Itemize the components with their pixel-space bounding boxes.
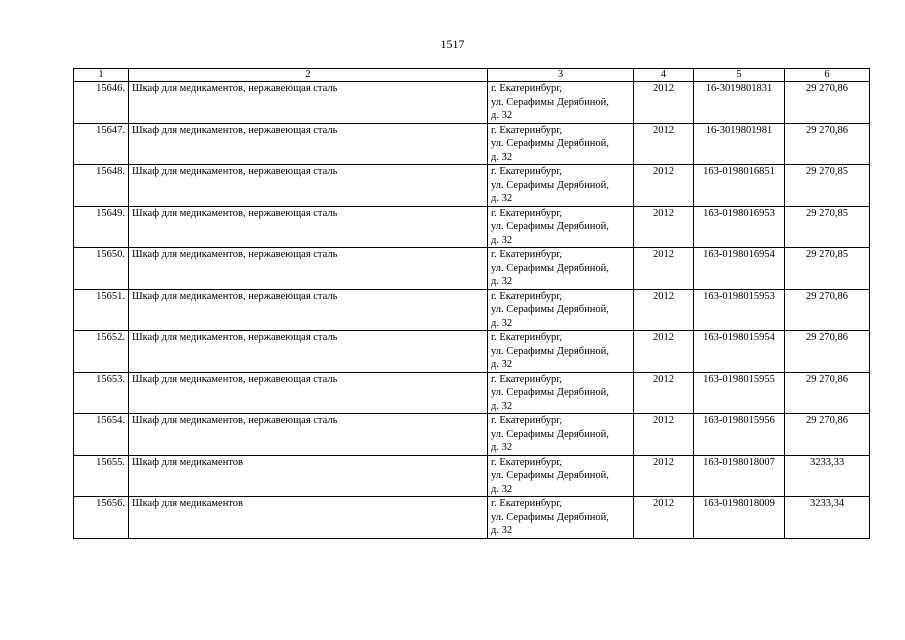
- item-year-text: 2012: [653, 415, 674, 426]
- item-name: [129, 206, 488, 248]
- item-address-text: ул. Серафимы Дерябиной,: [491, 221, 609, 232]
- inventory-number-text: 16-3019801831: [705, 83, 773, 94]
- inventory-number-text: 163-0198015954: [703, 332, 775, 343]
- item-address-text: ул. Серафимы Дерябиной,: [491, 304, 609, 315]
- inventory-number-text: 163-0198016954: [703, 249, 775, 260]
- item-address-text: г. Екатеринбург,: [491, 456, 563, 468]
- row-number: [74, 123, 129, 165]
- item-price: [785, 414, 870, 456]
- row-number: [74, 372, 129, 414]
- item-price-text: 29 270,86: [806, 332, 848, 343]
- item-address-text: д. 32: [491, 276, 513, 287]
- item-year-text: 2012: [653, 166, 674, 177]
- item-name-text: Шкаф для медикаментов, нержавеющая сталь: [132, 415, 338, 426]
- column-header: 1: [74, 69, 129, 82]
- item-address: [488, 165, 634, 207]
- item-address-text: д. 32: [491, 359, 513, 370]
- table-row: [74, 331, 870, 373]
- item-name-text: Шкаф для медикаментов: [132, 456, 243, 468]
- row-number-text: 15654.: [96, 415, 125, 426]
- inventory-number-text: 163-0198016953: [703, 207, 775, 219]
- table-row: [74, 289, 870, 331]
- item-address-text: г. Екатеринбург,: [491, 124, 563, 136]
- item-address-text: ул. Серафимы Дерябиной,: [491, 179, 609, 191]
- table-row: [74, 123, 870, 165]
- item-address: [488, 455, 634, 497]
- item-price-text: 29 270,85: [806, 166, 848, 177]
- item-year: [634, 82, 694, 124]
- item-price-text: 29 270,86: [806, 373, 848, 385]
- item-price: [785, 206, 870, 248]
- item-price: [785, 289, 870, 331]
- row-number-text: 15647.: [96, 124, 125, 136]
- item-address-text: д. 32: [491, 110, 513, 121]
- item-address-text: д. 32: [491, 525, 513, 536]
- item-price: [785, 123, 870, 165]
- inventory-number-text: 16-3019801981: [705, 124, 773, 136]
- item-year: [634, 414, 694, 456]
- item-year-text: 2012: [653, 290, 674, 302]
- row-number: [74, 165, 129, 207]
- item-address: [488, 497, 634, 539]
- table-row: [74, 497, 870, 539]
- item-name-text: Шкаф для медикаментов, нержавеющая сталь: [132, 124, 338, 136]
- row-number: [74, 82, 129, 124]
- item-address-text: ул. Серафимы Дерябиной,: [491, 345, 609, 357]
- item-address-text: ул. Серафимы Дерябиной,: [491, 470, 609, 481]
- item-price-text: 29 270,85: [806, 207, 848, 219]
- item-year: [634, 331, 694, 373]
- column-header: 3: [488, 69, 634, 82]
- item-name-text: Шкаф для медикаментов, нержавеющая сталь: [132, 207, 338, 219]
- item-price: [785, 165, 870, 207]
- row-number: [74, 289, 129, 331]
- item-year: [634, 372, 694, 414]
- inventory-number: [694, 372, 785, 414]
- row-number-text: 15656.: [96, 498, 125, 509]
- item-price: [785, 455, 870, 497]
- item-year: [634, 455, 694, 497]
- item-price-text: 29 270,86: [806, 290, 848, 302]
- row-number-text: 15653.: [96, 373, 125, 385]
- table-row: [74, 414, 870, 456]
- item-name: [129, 82, 488, 124]
- item-address: [488, 206, 634, 248]
- inventory-number-text: 163-0198015956: [703, 415, 775, 426]
- row-number-text: 15655.: [96, 456, 125, 468]
- item-name: [129, 331, 488, 373]
- item-price: [785, 248, 870, 290]
- item-price: [785, 497, 870, 539]
- item-name: [129, 497, 488, 539]
- item-year: [634, 123, 694, 165]
- item-address-text: г. Екатеринбург,: [491, 498, 563, 509]
- inventory-number: [694, 331, 785, 373]
- item-address: [488, 123, 634, 165]
- item-year-text: 2012: [653, 332, 674, 343]
- item-address: [488, 248, 634, 290]
- header-row: [74, 69, 870, 82]
- item-price: [785, 372, 870, 414]
- row-number-text: 15648.: [96, 166, 125, 177]
- item-address-text: г. Екатеринбург,: [491, 290, 563, 302]
- item-price: [785, 82, 870, 124]
- item-name: [129, 289, 488, 331]
- item-address-text: д. 32: [491, 483, 513, 495]
- item-address-text: г. Екатеринбург,: [491, 207, 563, 219]
- row-number: [74, 497, 129, 539]
- item-address-text: ул. Серафимы Дерябиной,: [491, 262, 609, 274]
- item-address: [488, 414, 634, 456]
- item-address: [488, 289, 634, 331]
- item-year-text: 2012: [653, 124, 674, 136]
- inventory-number-text: 163-0198015955: [703, 373, 775, 385]
- row-number-text: 15651.: [96, 290, 125, 302]
- item-name: [129, 414, 488, 456]
- item-name-text: Шкаф для медикаментов, нержавеющая сталь: [132, 290, 338, 302]
- column-header: 2: [129, 69, 488, 82]
- inventory-number: [694, 414, 785, 456]
- page-number: 1517: [440, 37, 465, 51]
- item-price: [785, 331, 870, 373]
- item-year: [634, 165, 694, 207]
- item-address-text: ул. Серафимы Дерябиной,: [491, 96, 609, 108]
- row-number: [74, 206, 129, 248]
- item-year: [634, 497, 694, 539]
- item-name: [129, 165, 488, 207]
- table-row: [74, 82, 870, 124]
- inventory-number: [694, 82, 785, 124]
- inventory-number: [694, 206, 785, 248]
- item-year: [634, 248, 694, 290]
- row-number-text: 15650.: [96, 249, 125, 260]
- table-row: [74, 372, 870, 414]
- item-name: [129, 455, 488, 497]
- inventory-number: [694, 248, 785, 290]
- item-name-text: Шкаф для медикаментов, нержавеющая сталь: [132, 249, 338, 260]
- row-number-text: 15649.: [96, 207, 125, 219]
- table-row: [74, 206, 870, 248]
- item-price-text: 29 270,86: [806, 124, 848, 136]
- item-address-text: г. Екатеринбург,: [491, 373, 563, 385]
- inventory-number-text: 163-0198018009: [703, 498, 775, 509]
- item-price-text: 29 270,86: [806, 83, 848, 94]
- item-address-text: ул. Серафимы Дерябиной,: [491, 387, 609, 398]
- row-number-text: 15652.: [96, 332, 125, 343]
- item-address-text: д. 32: [491, 317, 513, 329]
- item-year-text: 2012: [653, 498, 674, 509]
- row-number: [74, 331, 129, 373]
- item-year-text: 2012: [653, 249, 674, 260]
- item-name-text: Шкаф для медикаментов, нержавеющая сталь: [132, 166, 338, 177]
- item-address-text: ул. Серафимы Дерябиной,: [491, 138, 609, 149]
- item-address-text: д. 32: [491, 442, 513, 453]
- column-header: 5: [694, 69, 785, 82]
- row-number-text: 15646.: [96, 83, 125, 94]
- item-name: [129, 248, 488, 290]
- item-address-text: г. Екатеринбург,: [491, 83, 563, 94]
- item-name: [129, 123, 488, 165]
- item-address-text: ул. Серафимы Дерябиной,: [491, 428, 609, 440]
- inventory-number: [694, 123, 785, 165]
- row-number: [74, 455, 129, 497]
- item-address: [488, 372, 634, 414]
- item-address-text: г. Екатеринбург,: [491, 249, 563, 260]
- inventory-number-text: 163-0198015953: [703, 290, 775, 302]
- table-row: [74, 248, 870, 290]
- item-address-text: г. Екатеринбург,: [491, 332, 563, 343]
- item-year-text: 2012: [653, 456, 674, 468]
- item-year: [634, 289, 694, 331]
- row-number: [74, 248, 129, 290]
- inventory-number: [694, 455, 785, 497]
- item-name-text: Шкаф для медикаментов, нержавеющая сталь: [132, 332, 338, 343]
- item-year-text: 2012: [653, 373, 674, 385]
- column-header: 4: [634, 69, 694, 82]
- item-address-text: г. Екатеринбург,: [491, 415, 563, 426]
- item-price-text: 29 270,86: [806, 415, 848, 426]
- item-address-text: д. 32: [491, 151, 513, 163]
- item-address-text: д. 32: [491, 193, 513, 204]
- item-name-text: Шкаф для медикаментов, нержавеющая сталь: [132, 373, 338, 385]
- row-number: [74, 414, 129, 456]
- item-price-text: 29 270,85: [806, 249, 848, 260]
- inventory-number-text: 163-0198018007: [703, 456, 775, 468]
- inventory-number: [694, 165, 785, 207]
- item-year-text: 2012: [653, 83, 674, 94]
- item-price-text: 3233,34: [809, 498, 845, 509]
- item-address: [488, 82, 634, 124]
- item-price-text: 3233,33: [809, 456, 845, 468]
- column-header: 6: [785, 69, 870, 82]
- item-address: [488, 331, 634, 373]
- item-name-text: Шкаф для медикаментов: [132, 498, 243, 509]
- item-address-text: д. 32: [491, 400, 513, 412]
- item-address-text: д. 32: [491, 234, 513, 246]
- property-registry-table: [73, 68, 870, 539]
- item-address-text: г. Екатеринбург,: [491, 166, 563, 177]
- item-name-text: Шкаф для медикаментов, нержавеющая сталь: [132, 83, 338, 94]
- table-row: [74, 455, 870, 497]
- inventory-number: [694, 289, 785, 331]
- item-name: [129, 372, 488, 414]
- item-address-text: ул. Серафимы Дерябиной,: [491, 511, 609, 523]
- inventory-number: [694, 497, 785, 539]
- item-year: [634, 206, 694, 248]
- table-row: [74, 165, 870, 207]
- inventory-number-text: 163-0198016851: [703, 166, 775, 177]
- item-year-text: 2012: [653, 207, 674, 219]
